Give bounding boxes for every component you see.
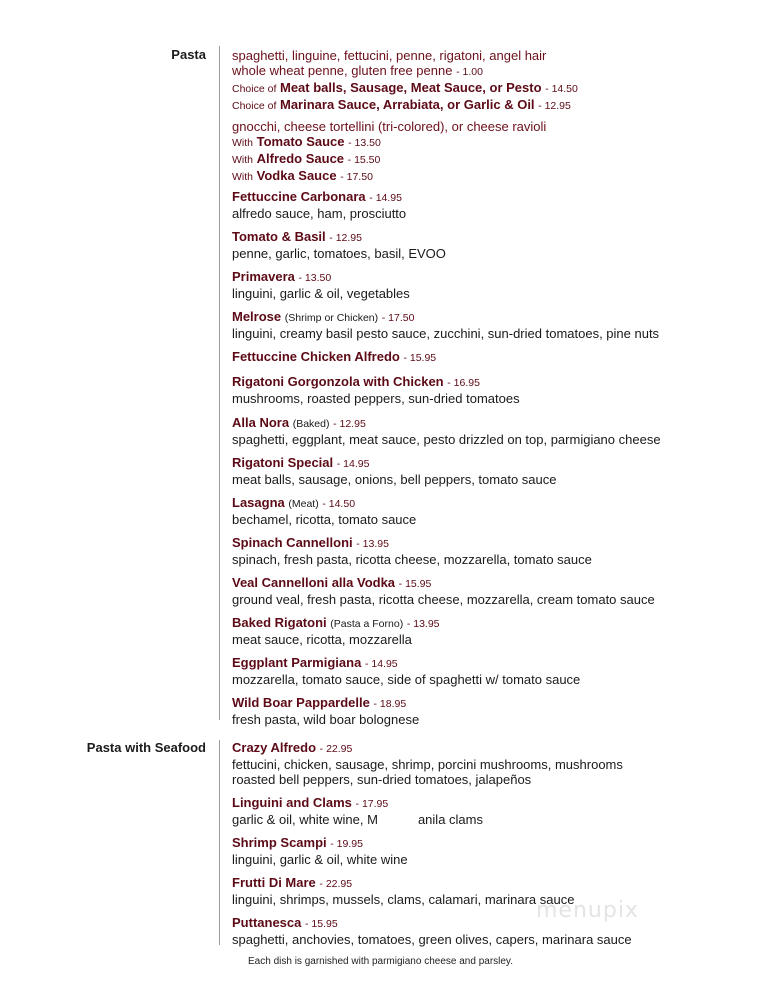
menu-item — [232, 795, 752, 827]
menu-item — [232, 415, 752, 447]
item-description: linguini, creamy basil pesto sauce, zucchini, sun-dried tomatoes, pine nuts — [232, 326, 660, 341]
item-description: spaghetti, anchovies, tomatoes, green olives, capers, marinara sauce — [232, 932, 632, 947]
choice-options: Marinara Sauce, Arrabiata, or Garlic & Oil — [279, 97, 535, 112]
menu-item — [232, 269, 752, 301]
menu-item — [232, 495, 752, 527]
item-price: - 19.95 — [330, 838, 363, 850]
item-note: (Baked) — [292, 418, 330, 430]
pasta-choice-2 — [232, 97, 752, 114]
item-price: - 17.95 — [355, 798, 389, 810]
item-name: Linguini and Clams — [232, 795, 352, 810]
price: - 15.50 — [347, 154, 381, 166]
menu-item — [232, 455, 752, 487]
item-description: meat balls, sausage, onions, bell peppers, tomato sauce — [232, 472, 557, 487]
pasta-types-line-2 — [232, 63, 752, 80]
item-price: - 13.50 — [298, 272, 332, 284]
menu-item — [232, 349, 752, 366]
item-price: - 15.95 — [398, 578, 432, 590]
item-price: - 16.95 — [447, 377, 480, 389]
choice-prefix: Choice of — [232, 83, 277, 95]
item-description: alfredo sauce, ham, prosciutto — [232, 206, 407, 221]
item-name: Baked Rigatoni — [232, 615, 327, 630]
item-description: spaghetti, eggplant, meat sauce, pesto drizzled on top, parmigiano cheese — [232, 432, 661, 447]
menu-item — [232, 535, 752, 567]
item-description: mozzarella, tomato sauce, side of spaghetti w/ tomato sauce — [232, 672, 581, 687]
section-label-pasta-seafood: Pasta with Seafood — [86, 740, 206, 755]
menu-item — [232, 740, 752, 787]
choice-prefix: Choice of — [232, 100, 277, 112]
item-name: Primavera — [232, 269, 295, 284]
sauce-name: Tomato Sauce — [256, 134, 345, 149]
stuffed-option-3 — [232, 168, 752, 185]
item-name: Tomato & Basil — [232, 229, 326, 244]
item-price: - 14.95 — [364, 658, 398, 670]
price: - 12.95 — [538, 100, 571, 112]
description-part: garlic & oil, white wine, M — [232, 812, 378, 827]
stuffed-pasta-line: gnocchi, cheese tortellini (tri-colored), or cheese ravioli — [232, 119, 547, 134]
item-price: - 14.50 — [322, 498, 356, 510]
description-part: anila clams — [417, 812, 483, 827]
item-name: Shrimp Scampi — [232, 835, 327, 850]
divider-pasta — [219, 46, 220, 720]
item-name: Alla Nora — [232, 415, 290, 430]
item-price: - 22.95 — [319, 878, 353, 890]
item-price: - 12.95 — [333, 418, 366, 430]
item-name: Lasagna — [232, 495, 285, 510]
item-name: Rigatoni Gorgonzola with Chicken — [232, 374, 444, 389]
menu-item — [232, 835, 752, 867]
item-description: penne, garlic, tomatoes, basil, EVOO — [232, 246, 446, 261]
item-price: - 17.50 — [381, 312, 415, 324]
divider-seafood — [219, 740, 220, 945]
item-name: Eggplant Parmigiana — [232, 655, 362, 670]
footnote: Each dish is garnished with parmigiano cheese and parsley. — [248, 956, 513, 967]
menu-item — [232, 695, 752, 727]
watermark: menupix — [536, 898, 639, 923]
stuffed-option-1 — [232, 134, 752, 151]
item-name: Spinach Cannelloni — [232, 535, 353, 550]
stuffed-pasta-options — [232, 119, 752, 185]
item-description: fettucini, chicken, sausage, shrimp, porcini mushrooms, mushrooms — [232, 757, 623, 772]
item-price: - 14.95 — [336, 458, 370, 470]
with-prefix: With — [232, 154, 253, 166]
item-price: - 22.95 — [319, 743, 353, 755]
item-price: - 15.95 — [305, 918, 338, 930]
menu-item — [232, 189, 752, 221]
menu-item — [232, 374, 752, 406]
item-price: - 18.95 — [373, 698, 407, 710]
menu-item — [232, 309, 752, 341]
item-description — [232, 812, 752, 827]
price: - 1.00 — [456, 66, 483, 78]
menu-item — [232, 875, 752, 907]
menu-item — [232, 229, 752, 261]
item-description: bechamel, ricotta, tomato sauce — [232, 512, 417, 527]
item-price: - 12.95 — [329, 232, 362, 244]
pasta-choice-1 — [232, 80, 752, 97]
item-name: Fettuccine Chicken Alfredo — [232, 349, 400, 364]
item-name: Rigatoni Special — [232, 455, 334, 470]
menu-item — [232, 615, 752, 647]
section-label-pasta: Pasta — [171, 47, 206, 62]
choice-options: Meat balls, Sausage, Meat Sauce, or Pesto — [279, 80, 542, 95]
item-name: Puttanesca — [232, 915, 302, 930]
item-description: meat sauce, ricotta, mozzarella — [232, 632, 412, 647]
item-price: - 13.95 — [356, 538, 389, 550]
item-description: linguini, garlic & oil, white wine — [232, 852, 408, 867]
item-note: (Meat) — [288, 498, 319, 510]
item-name: Crazy Alfredo — [232, 740, 317, 755]
item-name: Frutti Di Mare — [232, 875, 316, 890]
pasta-types-text: whole wheat penne, gluten free penne — [232, 63, 453, 78]
item-price: - 14.95 — [369, 192, 402, 204]
with-prefix: With — [232, 171, 253, 183]
item-note: (Pasta a Forno) — [330, 618, 404, 630]
item-name: Veal Cannelloni alla Vodka — [232, 575, 396, 590]
item-description: spinach, fresh pasta, ricotta cheese, mozzarella, tomato sauce — [232, 552, 592, 567]
stuffed-option-2 — [232, 151, 752, 168]
menu-item — [232, 655, 752, 687]
sauce-name: Alfredo Sauce — [256, 151, 345, 166]
price: - 17.50 — [340, 171, 373, 183]
menu-item — [232, 915, 752, 947]
item-description: fresh pasta, wild boar bolognese — [232, 712, 420, 727]
item-description: linguini, garlic & oil, vegetables — [232, 286, 410, 301]
item-price: - 13.95 — [406, 618, 440, 630]
pasta-types-line: spaghetti, linguine, fettucini, penne, rigatoni, angel hair — [232, 48, 547, 63]
item-price: - 15.95 — [403, 352, 437, 364]
with-prefix: With — [232, 137, 253, 149]
item-name: Wild Boar Pappardelle — [232, 695, 370, 710]
pasta-base-options — [232, 48, 752, 114]
price: - 13.50 — [348, 137, 381, 149]
price: - 14.50 — [545, 83, 578, 95]
item-description: mushrooms, roasted peppers, sun-dried tomatoes — [232, 391, 520, 406]
item-description: ground veal, fresh pasta, ricotta cheese, mozzarella, cream tomato sauce — [232, 592, 655, 607]
item-name: Melrose — [232, 309, 282, 324]
menu-item — [232, 575, 752, 607]
item-description: roasted bell peppers, sun-dried tomatoes, jalapeños — [232, 772, 532, 787]
item-description: linguini, shrimps, mussels, clams, calamari, marinara sauce — [232, 892, 575, 907]
item-name: Fettuccine Carbonara — [232, 189, 366, 204]
item-note: (Shrimp or Chicken) — [284, 312, 379, 324]
sauce-name: Vodka Sauce — [256, 168, 337, 183]
